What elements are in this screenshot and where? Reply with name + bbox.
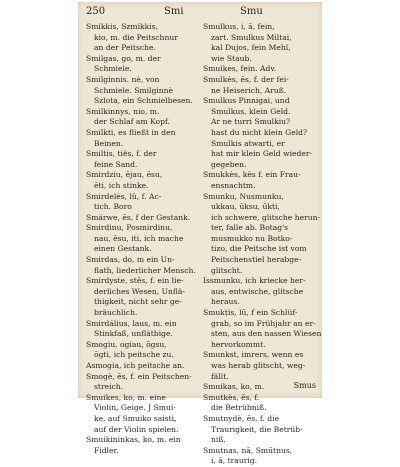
headword-right: Smu [240, 6, 263, 17]
entry-line: hat mir klein Geld wieder- [211, 149, 313, 159]
entry-line: Smukțis, lû, f ein Schlüf- [203, 308, 298, 318]
entry-line: Schmiele. [94, 64, 132, 74]
entry-line: thigkeit, nicht sehr ge- [94, 297, 182, 307]
entry-line: i, ā, traurig. [211, 456, 258, 466]
entry-line: Smiltis, tiës, f. der [86, 149, 157, 159]
entry-line: Smulkus, klein Geld. [211, 106, 291, 116]
entry-line: Smilginnis. nè, von [86, 74, 160, 84]
entry-line: an der Peitsche. [94, 43, 156, 53]
entry-line: auf der Violin spielen. [94, 424, 179, 434]
dictionary-page [78, 2, 322, 466]
entry-line: Smogiu, ogiau, ōgsu, [86, 339, 167, 349]
entry-line: Smirdyste, stēs, f. ein lie- [86, 276, 184, 286]
entry-line: Smuikininkas, ko, m. ein [86, 435, 181, 445]
entry-line: Asmogia, ich peitsche an. [86, 361, 185, 370]
entry-line: Smunkst, imrers, wenn es [203, 350, 304, 360]
entry-line: ich schwere, glitsche herun- [211, 212, 321, 222]
entry-line: flath, liederlicher Mensch. [94, 265, 196, 275]
headword-left: Smi [164, 6, 184, 17]
entry-line: zart. Smulkus Miltai, [211, 32, 292, 42]
page-number: 250 [86, 6, 106, 17]
entry-line: Smutnydè, ēs, f. die [203, 413, 280, 423]
entry-line: nau, ēsu, iti, ich mache [94, 233, 184, 243]
entry-line: niß. [211, 435, 226, 445]
entry-line: Szlota, ein Schmielbesen. [94, 96, 193, 106]
entry-line: Smikkis, Szmikkis, [86, 22, 158, 31]
entry-line: Stinkfaß, unflätbige. [94, 329, 173, 339]
entry-line: Smirdelès, lû, f. Ac- [86, 191, 162, 201]
entry-line: Smulkus, i, ā, fein, [203, 22, 275, 31]
entry-line: Smirdas, do, m ein Un- [86, 255, 175, 265]
entry-line: kal Dujos, fein Mehl, [211, 43, 291, 53]
entry-line: Smukkès, kēs f. ein Frau- [203, 170, 301, 180]
running-header [86, 6, 314, 20]
entry-line: feine Sand. [94, 159, 138, 169]
entry-line: Smilkti, es fließt in den [86, 127, 176, 137]
entry-line: Smulkus Pinnigai, und [203, 96, 290, 106]
entry-line: Peitschenstiel herabge- [211, 255, 302, 265]
entry-line: ne Heiserich, Aruß. [211, 85, 287, 95]
entry-line: die Betrübniß. [211, 403, 267, 413]
entry-line: Smutkès, ēs, f. [203, 392, 260, 402]
entry-line: Smulkès, ēs, f. der fei- [203, 74, 289, 84]
entry-line: bräuchlich. [94, 308, 138, 318]
entry-line: wie Staub. [211, 53, 252, 63]
entry-line: Traurigkeit, die Betrüb- [211, 424, 303, 434]
entry-line: tich. Boro [94, 202, 132, 212]
entry-line: gegeben. [211, 159, 247, 169]
entry-line: glitscht. [211, 265, 243, 275]
entry-line: sten, aus den nassen Wiesen [211, 329, 322, 339]
entry-line: hast du nicht klein Geld? [211, 127, 308, 137]
entry-line: Smilkinnys, nio, m. [86, 106, 160, 116]
entry-line: der Schlaf am Kopf. [94, 117, 170, 127]
entry-line: ensnachtm. [211, 180, 256, 190]
entry-line: ke, auf Smuiko saisti, [94, 413, 177, 423]
entry-line: Schmiele. Smilginnè [94, 85, 174, 95]
entry-line: Smuikas, ko, m. [203, 382, 265, 392]
entry-line: fällt. [211, 371, 229, 381]
entry-line: heraus. [211, 297, 240, 307]
entry-line: Smutnas, nā, Smūtnus, [203, 445, 293, 455]
entry-line: Smárwe, ēs, f der Gestank. [86, 212, 191, 222]
entry-line: Smirdinu, Posmirdinu, [86, 223, 173, 233]
entry-line: Beinen. [94, 138, 124, 148]
entry-line: Smuikes, ko, m. eine [86, 392, 166, 402]
entry-line: Smirdziu, ējau, ēsu, [86, 170, 163, 180]
right-column [203, 22, 322, 467]
entry-line: grab, so im Frühjahr an er- [211, 318, 316, 328]
entry-line: einen Gestank. [94, 244, 152, 254]
entry-line: Ar ne turri Smulkiu? [211, 117, 291, 127]
entry-line: ōgti, ich peitsche zu. [94, 350, 174, 360]
entry-line: derliches Wesen, Unflä- [94, 286, 186, 296]
entry-line: Smulkis atwarti, er [211, 138, 285, 148]
entry-line: Smuikes, fein. Adv. [203, 64, 277, 74]
entry-line: Issmunku, ich kriecke her- [203, 276, 306, 286]
entry-line: ēti, ich stinke. [94, 180, 149, 190]
left-column [86, 22, 198, 456]
entry-line: Smirdálius, laus, m. ein [86, 318, 177, 328]
entry-line: ukkau, ūksu, ūkti, [211, 202, 280, 212]
entry-line: was herab glitscht, weg- [211, 361, 306, 370]
entry-line: Fidler. [94, 445, 119, 455]
catchword: Smus [293, 381, 316, 390]
entry-line: Smogè, ēs, f. ein Peitschen- [86, 371, 192, 381]
entry-line: tizo, die Peitsche ist vom [211, 244, 307, 254]
entry-line: musmukko nu Botko- [211, 233, 293, 243]
entry-line: kio, m. die Peitschnur [94, 32, 178, 42]
entry-line: hervorkommt. [211, 339, 266, 349]
entry-line: Smilgas, go, m. der [86, 53, 161, 63]
entry-line: ter, falle ab. Botag's [211, 223, 289, 233]
entry-line: streich. [94, 382, 124, 392]
entry-line: Violin, Geige. J Smui- [94, 403, 176, 413]
entry-line: aus, entwische, glitsche [211, 286, 304, 296]
entry-line: Smunku, Nusmunku, [203, 191, 284, 201]
